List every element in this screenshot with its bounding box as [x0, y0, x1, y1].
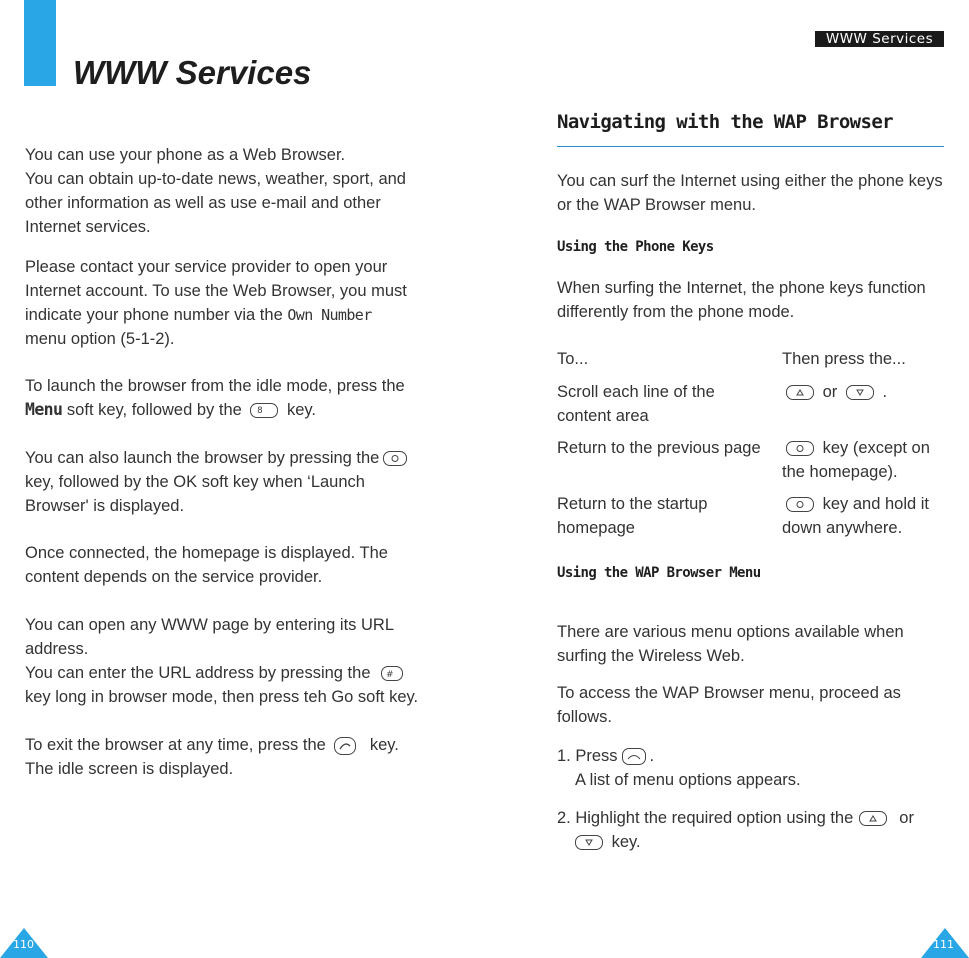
svg-text:#: #	[385, 670, 394, 681]
url-paragraph: You can open any WWW page by entering its URL address. You can enter the URL address by pressing the # key long in browser mode, then press teh Go soft key.	[25, 616, 419, 706]
table-header-to: To...	[557, 350, 589, 368]
page-title: WWW Services	[73, 54, 312, 91]
surf-intro-paragraph: You can surf the Internet using either the phone keys or the WAP Browser menu.	[557, 172, 943, 214]
table-row-action: key and hold it down anywhere.	[782, 495, 929, 537]
phone-keys-paragraph: When surfing the Internet, the phone keys function differently from the phone mode.	[557, 279, 926, 321]
intro-paragraph: You can use your phone as a Web Browser. You can obtain up-to-date news, weather, sport, and other information as well as use e-mail and other Internet services.	[25, 146, 406, 236]
table-row: Scroll each line of the content area	[557, 383, 715, 425]
table-header-then: Then press the...	[782, 350, 906, 368]
page-number-left: 110	[13, 938, 34, 951]
step-2: 2. Highlight the required option using the or key.	[557, 809, 914, 851]
table-row: Return to the startup homepage	[557, 495, 708, 537]
table-row-action: or .	[782, 380, 887, 404]
launch-paragraph: To launch the browser from the idle mode, press the Menu soft key, followed by the 8 key.	[25, 377, 405, 419]
hash-key-icon	[381, 666, 403, 681]
launch-alt-paragraph: You can also launch the browser by pressing the key, followed by the OK soft key when ‘Launch Browser' is displayed.	[25, 446, 435, 518]
subheading-phone-keys: Using the Phone Keys	[557, 239, 714, 255]
menu-key-icon	[622, 748, 646, 765]
table-row-action: key (except on the homepage).	[782, 439, 930, 481]
exit-paragraph: To exit the browser at any time, press the key. The idle screen is displayed.	[25, 736, 399, 778]
up-key-icon	[786, 385, 814, 400]
menu-paragraph: There are various menu options available when surfing the Wireless Web.	[557, 623, 904, 665]
table-row: Return to the previous page	[557, 439, 761, 457]
account-paragraph: Please contact your service provider to open your Internet account. To use the Web Browser, you must indicate your phone number via the Own Number menu option (5-1-2).	[25, 258, 407, 348]
wap-key-icon	[786, 441, 814, 456]
up-key-icon	[859, 811, 887, 826]
key-8-icon: 8	[250, 403, 278, 418]
down-key-icon	[846, 385, 874, 400]
wap-key-icon	[786, 497, 814, 512]
connected-paragraph: Once connected, the homepage is displayed. The content depends on the service provider.	[25, 544, 388, 586]
down-key-icon	[575, 835, 603, 850]
header-tab: WWW Services	[815, 31, 944, 47]
step-1: 1. Press . A list of menu options appears.	[557, 747, 801, 789]
subheading-browser-menu: Using the WAP Browser Menu	[557, 565, 761, 581]
section-divider	[557, 146, 944, 147]
end-key-icon	[334, 737, 356, 755]
page-number-right: 111	[933, 938, 954, 951]
accent-bar	[24, 0, 56, 86]
wap-key-icon	[383, 451, 407, 466]
section-title: Navigating with the WAP Browser	[557, 111, 894, 133]
access-paragraph: To access the WAP Browser menu, proceed as follows.	[557, 684, 901, 726]
